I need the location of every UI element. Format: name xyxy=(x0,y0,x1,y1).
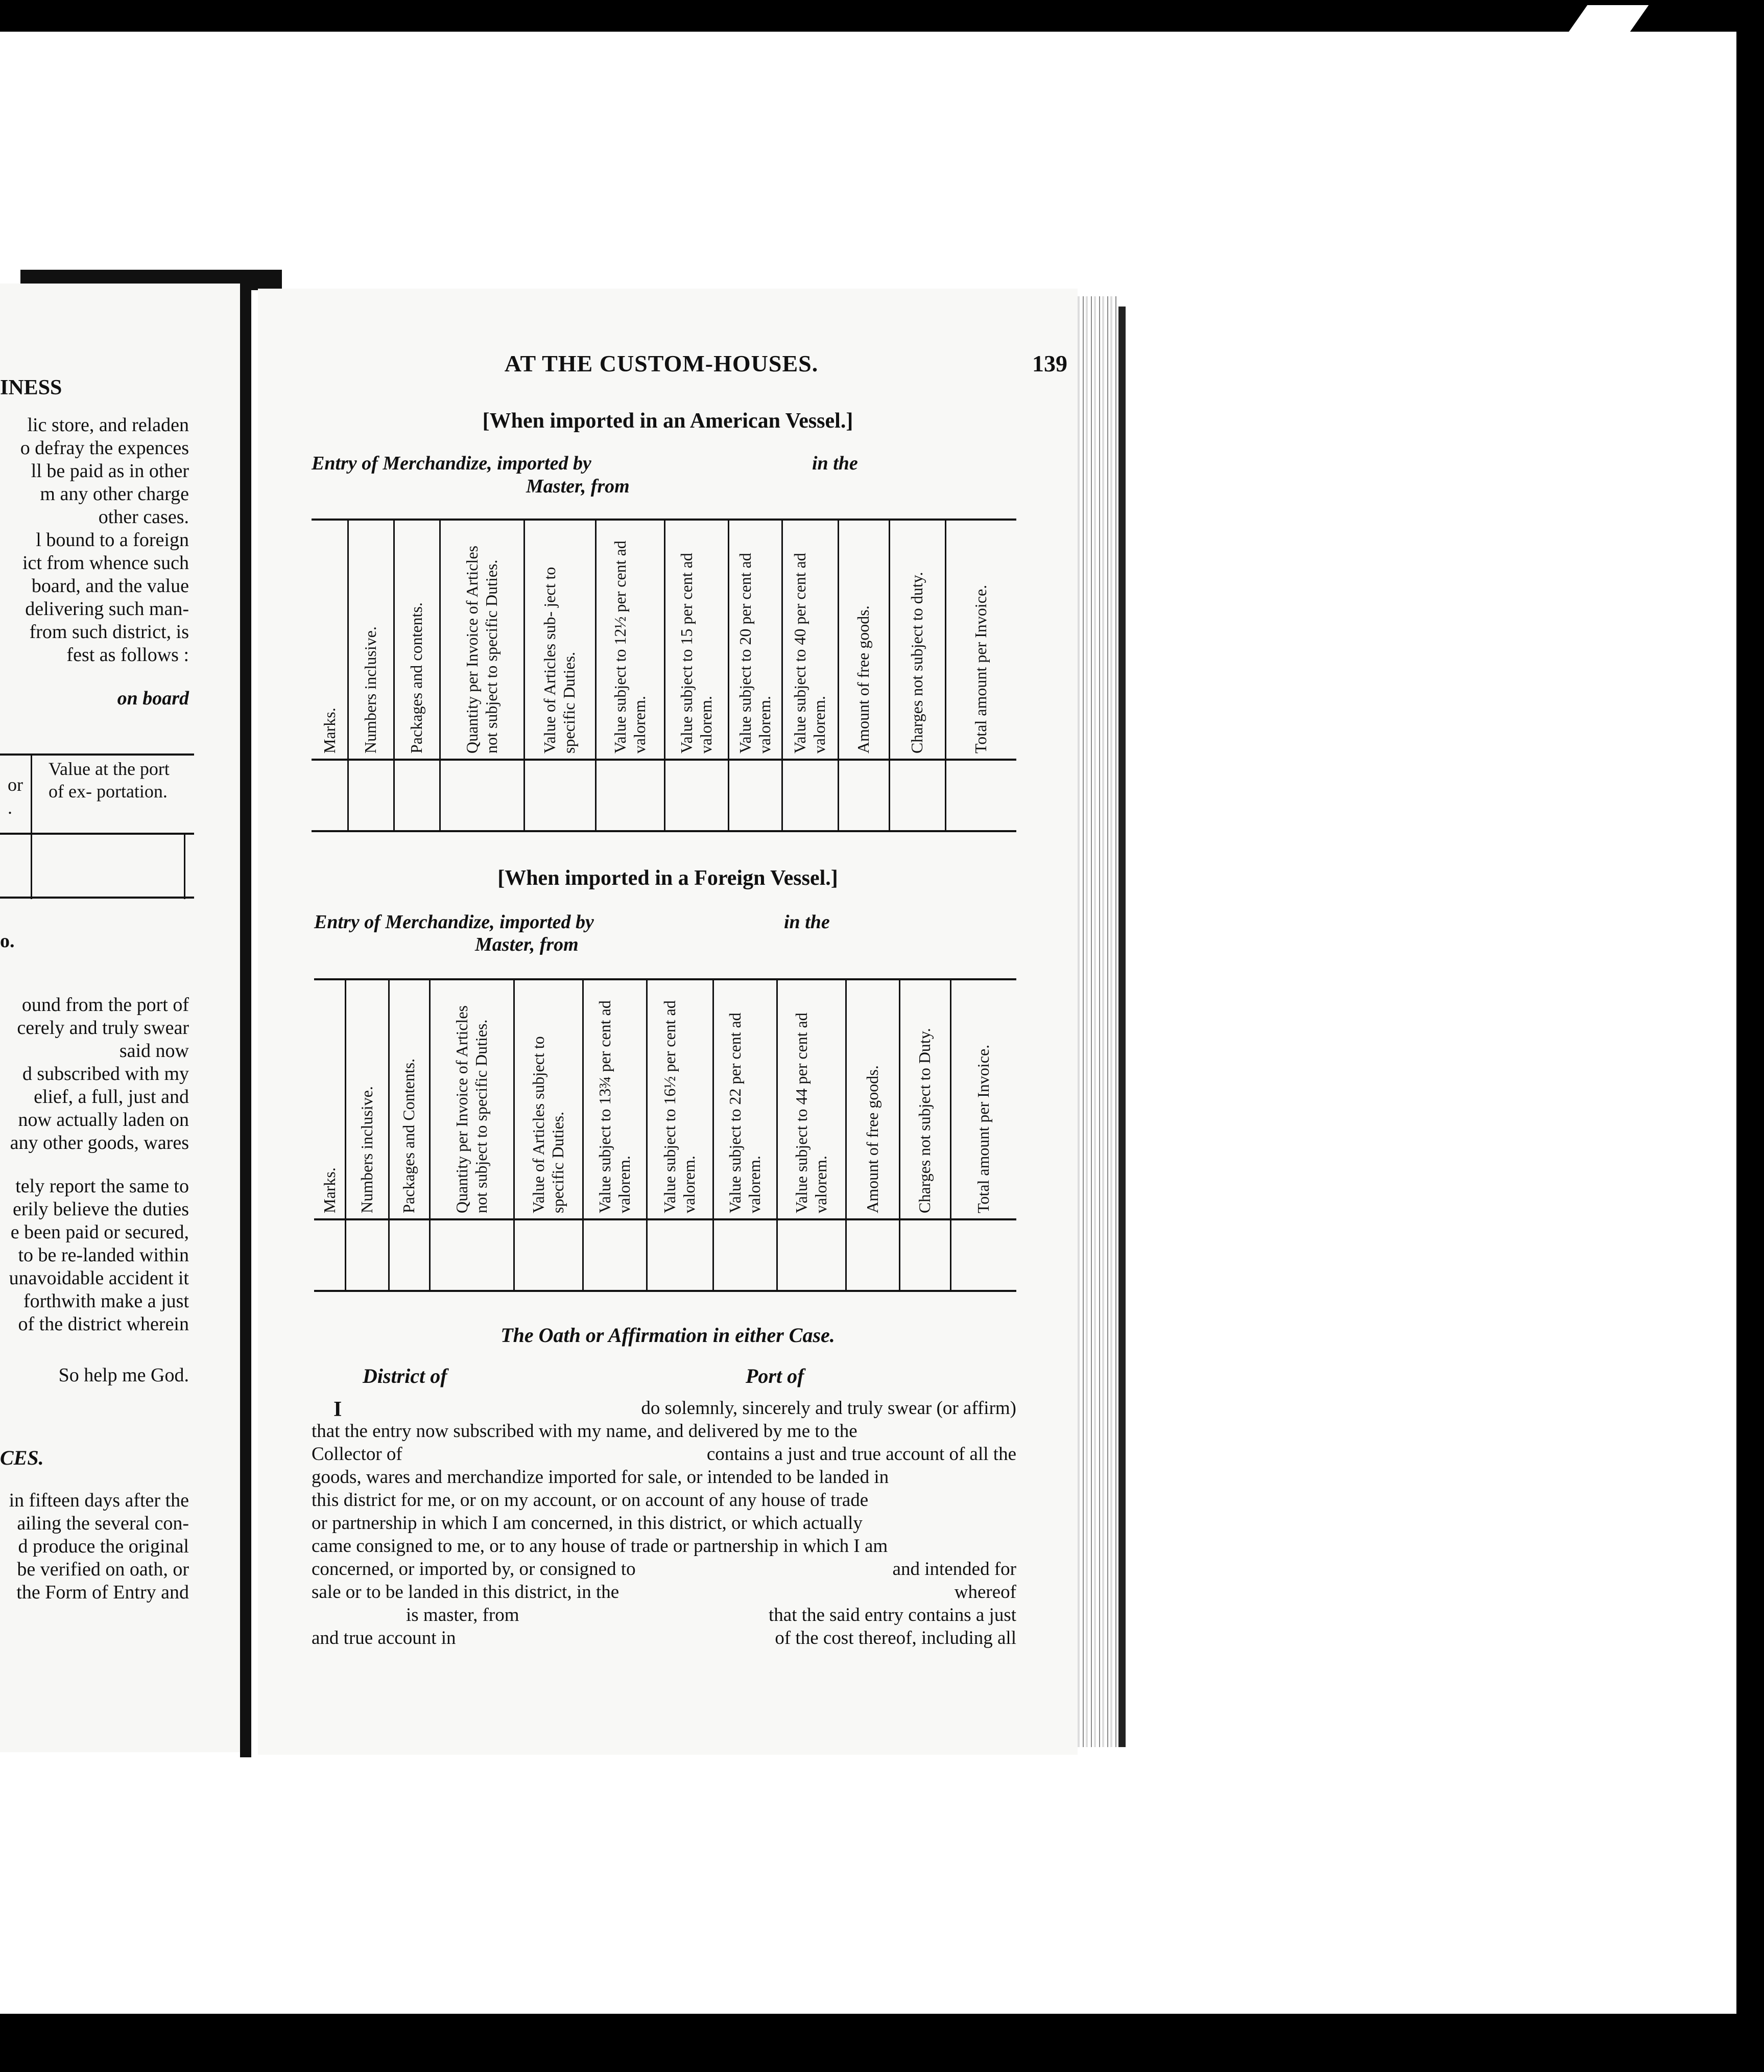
oath-line-right: that the said entry contains a just xyxy=(769,1605,1016,1626)
oath-line: this district for me, or on my account, or on account of any house of trade xyxy=(312,1490,869,1511)
left-section-c: CES. xyxy=(0,1446,44,1469)
left-page-line: l bound to a foreign xyxy=(36,529,189,551)
left-page-line: elief, a full, just and xyxy=(34,1086,189,1108)
table-column-header: Value subject to 12½ per cent ad valorem. xyxy=(610,540,649,754)
table-column-header: Amount of free goods. xyxy=(863,1065,881,1213)
left-page-line: delivering such man- xyxy=(25,598,189,620)
foreign-master-from: Master, from xyxy=(475,934,579,955)
table-cell xyxy=(838,759,889,830)
left-page-line: erily believe the duties xyxy=(12,1198,189,1220)
left-table-rule-top xyxy=(0,754,194,756)
page-edge-shadow xyxy=(1118,307,1126,1747)
table-column-header: Total amount per Invoice. xyxy=(971,584,990,754)
left-page xyxy=(0,284,240,1752)
table-column-header: Value subject to 13¾ per cent ad valorem. xyxy=(595,1000,633,1213)
table-column-header: Value subject to 16½ per cent ad valorem. xyxy=(660,1000,698,1213)
left-page-line: other cases. xyxy=(98,506,189,528)
table-cell xyxy=(945,759,1016,830)
left-page-line: unavoidable accident it xyxy=(9,1267,189,1289)
table-column-header: Value subject to 40 per cent ad valorem. xyxy=(791,553,828,754)
table-cell xyxy=(312,759,347,830)
left-page-line: in fifteen days after the xyxy=(9,1490,189,1511)
table-cell xyxy=(712,1218,776,1290)
american-entry-label: Entry of Merchandize, imported by xyxy=(312,453,591,474)
oath-line-right: contains a just and true account of all the xyxy=(706,1444,1016,1465)
left-page-line: e been paid or secured, xyxy=(10,1221,189,1243)
page-number: 139 xyxy=(1032,350,1067,376)
oath-line-right: do solemnly, sincerely and truly swear (or affirm) xyxy=(641,1398,1016,1419)
left-table-divider xyxy=(31,754,32,899)
left-page-line: d subscribed with my xyxy=(22,1063,189,1085)
left-table-rule-bottom xyxy=(0,897,194,899)
left-page-line: be verified on oath, or xyxy=(17,1559,189,1580)
left-page-line: fest as follows : xyxy=(66,644,189,666)
left-page-line: to be re-landed within xyxy=(18,1244,189,1266)
table-cell xyxy=(314,1218,345,1290)
left-table-rule-mid xyxy=(0,833,194,835)
left-col-value-header: Value at the port of ex- portation. xyxy=(49,759,170,802)
table-column-header: Total amount per Invoice. xyxy=(974,1044,992,1213)
left-col-partial: or xyxy=(8,774,23,795)
left-col-partial-2: . xyxy=(8,797,12,818)
right-page xyxy=(258,289,1078,1755)
oath-line: or partnership in which I am concerned, in this district, or which actually xyxy=(312,1513,863,1534)
left-page-line: any other goods, wares xyxy=(10,1132,189,1153)
table-cell xyxy=(889,759,945,830)
table-column-header: Quantity per Invoice of Articles not subject to specific Duties. xyxy=(452,1005,490,1213)
left-page-line: of the district wherein xyxy=(18,1313,189,1335)
left-page-line: board, and the value xyxy=(31,575,189,597)
oath-line: that the entry now subscribed with my name, and delivered by me to the xyxy=(312,1421,857,1442)
table-cell xyxy=(393,759,439,830)
table-column-header: Value subject to 44 per cent ad valorem. xyxy=(792,1013,830,1213)
left-page-line: now actually laden on xyxy=(18,1109,189,1131)
american-vessel-heading: [When imported in an American Vessel.] xyxy=(482,409,853,433)
table-cell xyxy=(899,1218,950,1290)
page-edges xyxy=(1078,296,1118,1747)
scan-border-right xyxy=(1736,32,1764,2017)
oath-line: sale or to be landed in this district, in the xyxy=(312,1582,619,1603)
table-cell xyxy=(388,1218,429,1290)
table-cell xyxy=(664,759,728,830)
left-page-line: ict from whence such xyxy=(22,552,189,574)
left-page-line: d produce the original xyxy=(18,1536,189,1557)
foreign-entry-label: Entry of Merchandize, imported by xyxy=(314,911,594,933)
table-column-header: Charges not subject to duty. xyxy=(908,572,926,754)
table-column-header: Value of Articles subject to specific Duties. xyxy=(529,1036,567,1213)
table-cell xyxy=(781,759,838,830)
foreign-in-the: in the xyxy=(784,911,830,933)
table-cell xyxy=(950,1218,1016,1290)
left-table-divider-2 xyxy=(184,833,185,899)
table-cell xyxy=(776,1218,845,1290)
left-page-line: said now xyxy=(119,1040,189,1062)
table-cell xyxy=(429,1218,513,1290)
left-page-heading: INESS xyxy=(0,376,62,399)
table-column-header: Value subject to 20 per cent ad valorem. xyxy=(735,553,774,754)
foreign-entry-table xyxy=(314,978,1016,1213)
table-rule-top xyxy=(314,978,1016,980)
scan-border-bottom xyxy=(0,2017,1764,2072)
table-column-header: Numbers inclusive. xyxy=(357,1086,376,1213)
table-cell xyxy=(345,1218,388,1290)
table-cell xyxy=(582,1218,646,1290)
table-column-header: Value of Articles sub- ject to specific Duties. xyxy=(540,567,578,754)
left-page-line: ound from the port of xyxy=(21,994,189,1016)
left-on-board: on board xyxy=(117,688,189,709)
table-cell xyxy=(513,1218,582,1290)
left-page-line: forthwith make a just xyxy=(23,1290,189,1312)
district-of-label: District of xyxy=(363,1364,447,1387)
american-master-from: Master, from xyxy=(526,476,630,497)
left-page-line: lic store, and reladen xyxy=(27,414,189,436)
left-page-line: tely report the same to xyxy=(15,1175,189,1197)
port-of-label: Port of xyxy=(746,1364,804,1387)
oath-line-right: and intended for xyxy=(892,1559,1016,1580)
oath-line: Collector of xyxy=(312,1444,402,1465)
left-page-line: from such district, is xyxy=(29,621,189,643)
table-column-header: Charges not subject to Duty. xyxy=(915,1028,934,1213)
left-page-line: So help me God. xyxy=(58,1364,189,1386)
table-column-header: Numbers inclusive. xyxy=(361,626,379,754)
oath-line: I xyxy=(333,1398,342,1421)
table-column-header: Marks. xyxy=(320,708,339,754)
left-page-line: o defray the expences xyxy=(20,437,189,459)
table-cell xyxy=(728,759,781,830)
oath-title: The Oath or Affirmation in either Case. xyxy=(500,1324,835,1347)
left-page-line: ailing the several con- xyxy=(17,1513,189,1534)
oath-line-right: of the cost thereof, including all xyxy=(775,1628,1016,1649)
oath-line: concerned, or imported by, or consigned to xyxy=(312,1559,636,1580)
book-gutter xyxy=(240,286,251,1757)
table-cell xyxy=(845,1218,899,1290)
table-cell xyxy=(347,759,393,830)
table-column-header: Value subject to 15 per cent ad valorem. xyxy=(677,553,715,754)
american-entry-table xyxy=(312,519,1016,754)
table-cell xyxy=(439,759,523,830)
oath-line: goods, wares and merchandize imported for sale, or intended to be landed in xyxy=(312,1467,889,1488)
page-corner-curl xyxy=(1569,5,1649,32)
table-column-header: Packages and Contents. xyxy=(399,1058,418,1213)
table-column-header: Value subject to 22 per cent ad valorem. xyxy=(725,1013,764,1213)
american-in-the: in the xyxy=(812,453,858,474)
running-head: AT THE CUSTOM-HOUSES. xyxy=(504,350,819,376)
oath-line-right: whereof xyxy=(954,1582,1016,1603)
left-page-line: m any other charge xyxy=(40,483,189,505)
table-column-header: Quantity per Invoice of Articles not subject to specific Duties. xyxy=(462,546,500,754)
oath-line: and true account in xyxy=(312,1628,456,1649)
table-column-header: Packages and contents. xyxy=(407,602,425,754)
oath-line: came consigned to me, or to any house of trade or partnership in which I am xyxy=(312,1536,888,1557)
left-page-line: the Form of Entry and xyxy=(16,1582,189,1603)
foreign-vessel-heading: [When imported in a Foreign Vessel.] xyxy=(497,866,838,890)
table-column-header: Marks. xyxy=(320,1167,339,1213)
oath-line: is master, from xyxy=(406,1605,519,1626)
left-page-line: cerely and truly swear xyxy=(17,1017,189,1039)
table-cell xyxy=(523,759,595,830)
table-cell xyxy=(595,759,664,830)
left-section-b: o. xyxy=(0,930,15,952)
table-column-header: Amount of free goods. xyxy=(854,605,872,754)
table-rule-bottom xyxy=(314,1290,1016,1292)
table-rule-bottom xyxy=(312,830,1016,832)
table-cell xyxy=(646,1218,712,1290)
left-page-line: ll be paid as in other xyxy=(31,460,189,482)
